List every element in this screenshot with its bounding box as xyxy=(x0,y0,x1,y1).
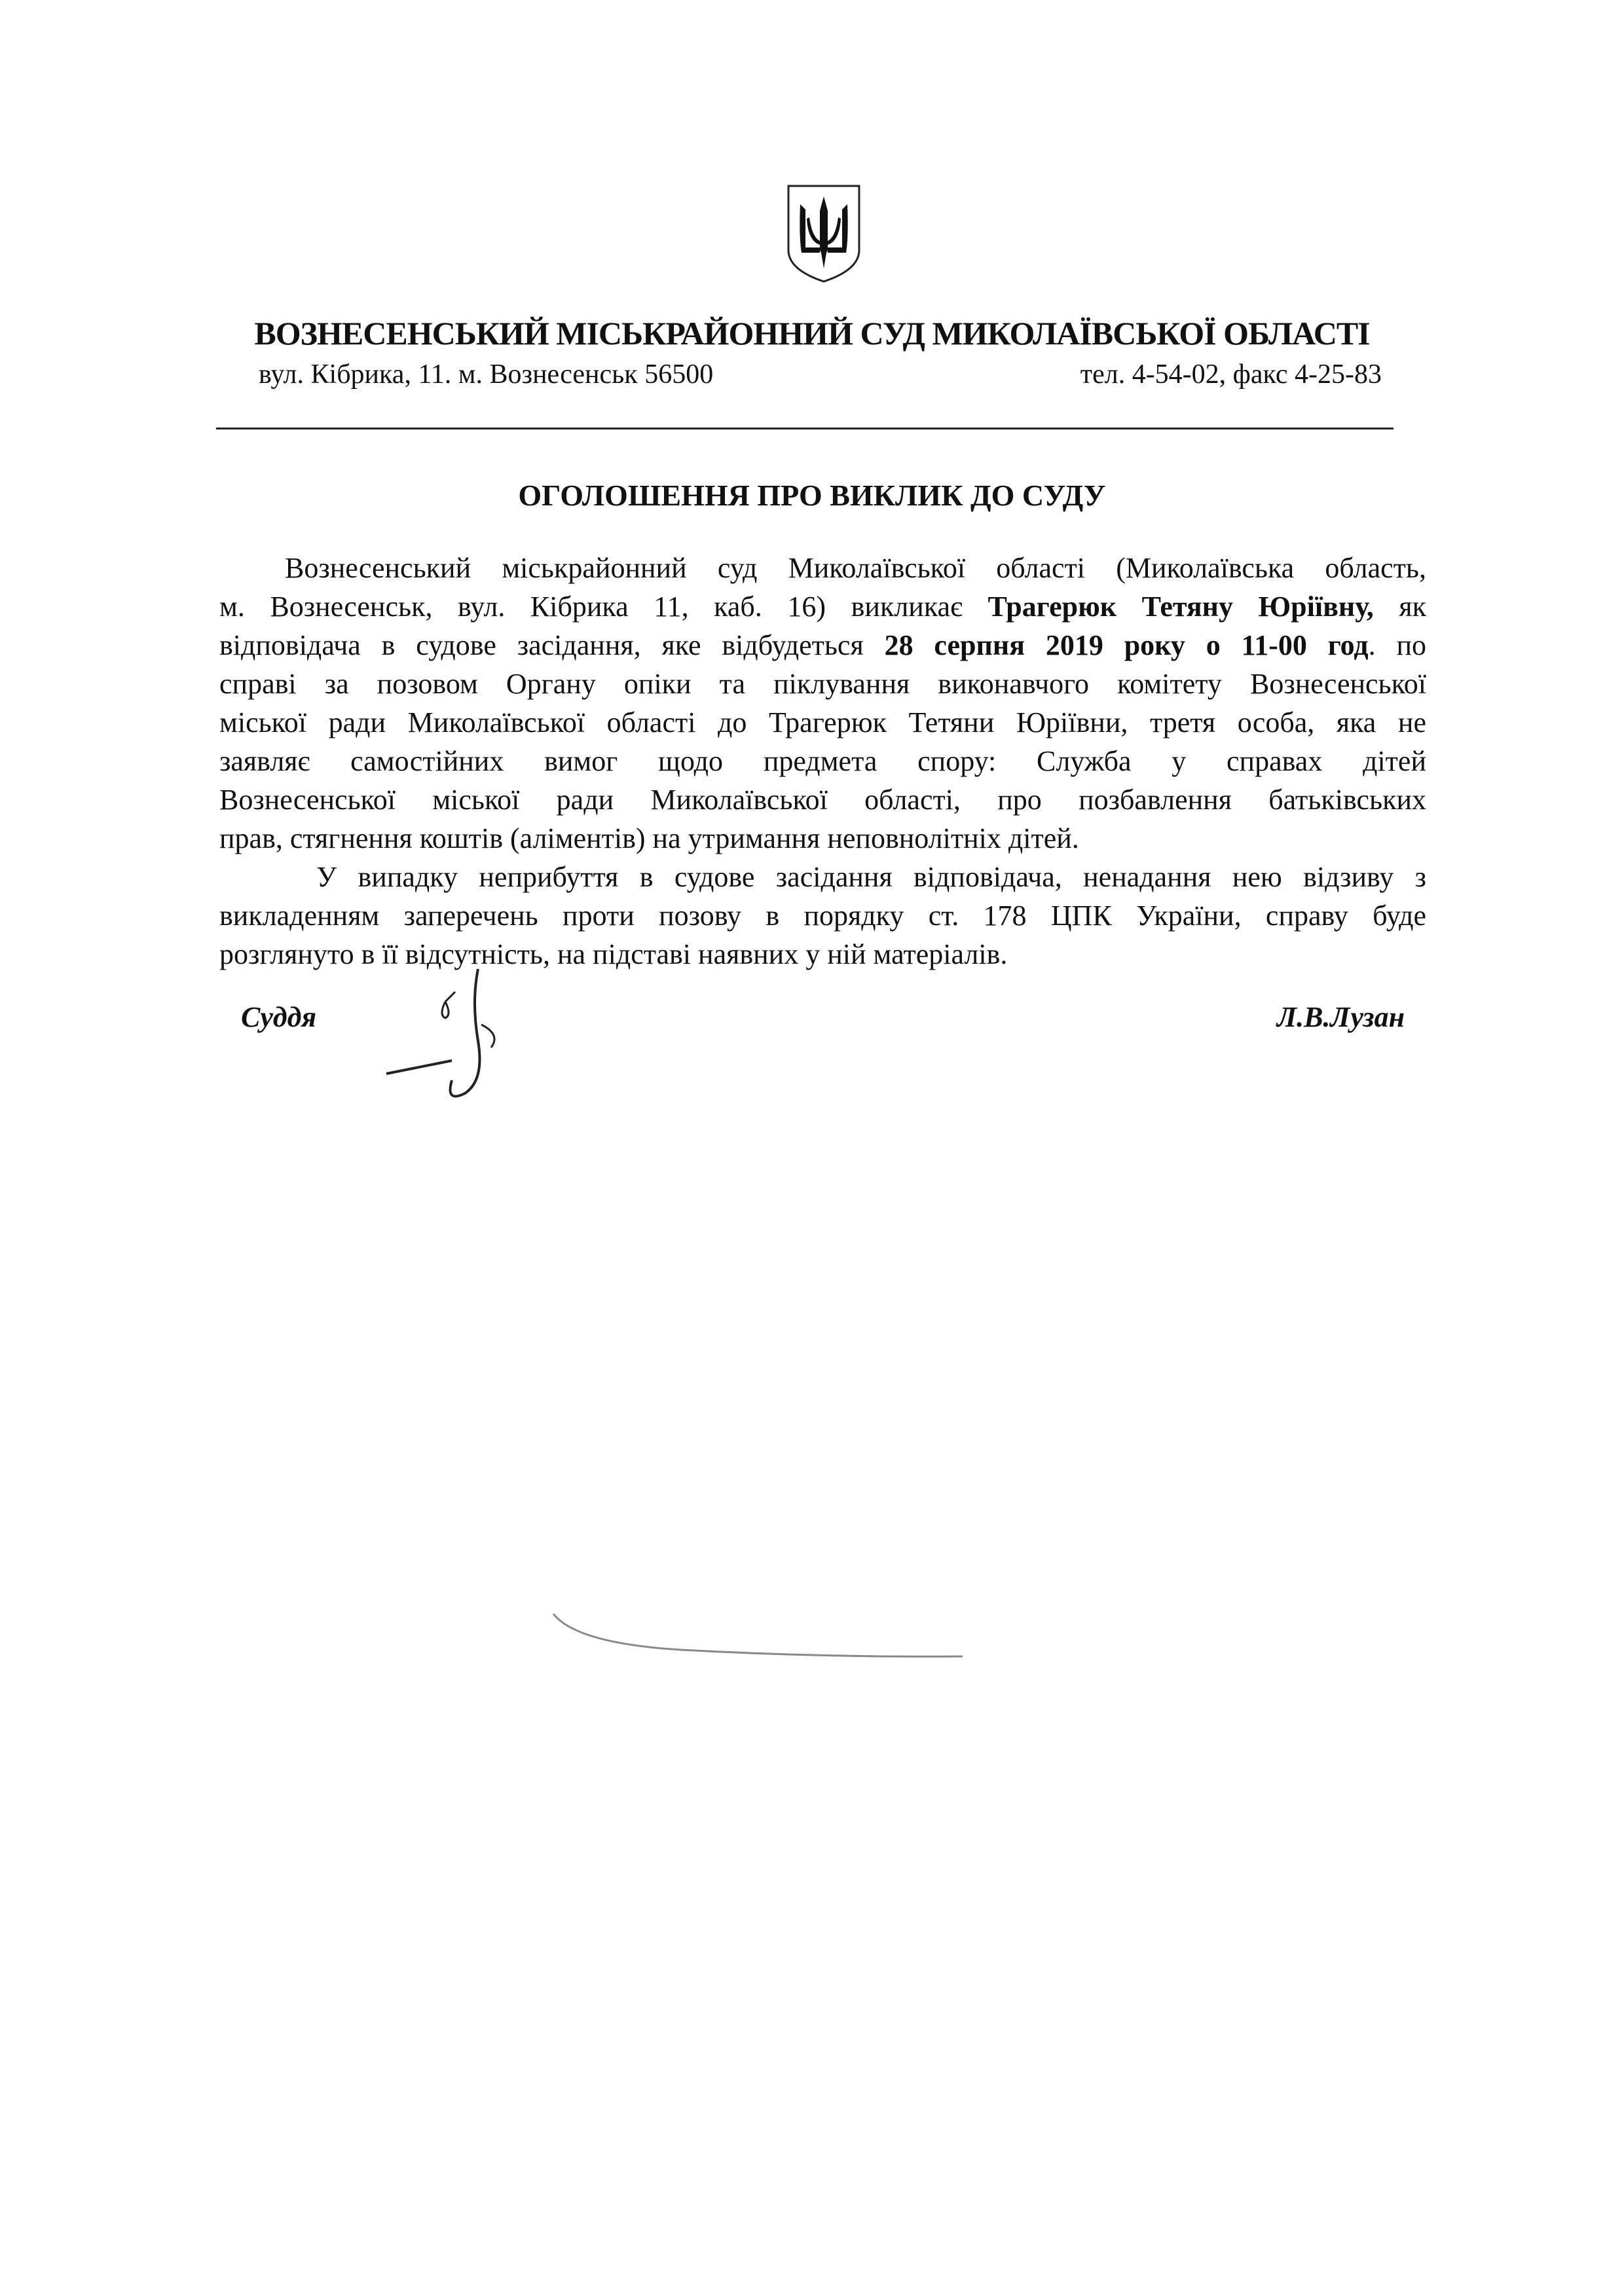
text: Вознесенський міськрайонний суд Миколаївської області (Миколаївська область, xyxy=(285,552,1426,584)
notice-body xyxy=(219,549,1426,974)
header-divider xyxy=(216,428,1393,429)
text: відповідача в судове засідання, яке відбудеться xyxy=(219,629,885,661)
court-address: вул. Кібрика, 11. м. Вознесенськ 56500 xyxy=(259,359,714,390)
text: міської ради Миколаївської області до Трагерюк Тетяни Юріївни, третя особа, яка не xyxy=(219,706,1426,738)
text: прав, стягнення коштів (аліментів) на утримання неповнолітніх дітей. xyxy=(219,822,1079,854)
text: розглянуто в її відсутність, на підставі наявних у ній матеріалів. xyxy=(219,938,1008,970)
text-line xyxy=(219,896,1426,935)
text-line xyxy=(219,858,1426,896)
court-name: ВОЗНЕСЕНСЬКИЙ МІСЬКРАЙОННИЙ СУД МИКОЛАЇВСЬКОЇ ОБЛАСТІ xyxy=(254,315,1370,352)
text: Вознесенської міської ради Миколаївської області, про позбавлення батьківських xyxy=(219,784,1426,816)
text-line xyxy=(219,742,1426,780)
bold-text: Трагерюк Тетяну Юріївну, xyxy=(987,591,1374,623)
text: справі за позовом Органу опіки та піклування виконавчого комітету Вознесенської xyxy=(219,668,1426,700)
text-line xyxy=(219,819,1426,858)
paragraph xyxy=(219,549,1426,858)
text-line xyxy=(219,626,1426,665)
judge-label: Суддя xyxy=(241,1001,317,1033)
text-line xyxy=(219,780,1426,819)
text-line xyxy=(219,665,1426,703)
notice-title: ОГОЛОШЕННЯ ПРО ВИКЛИК ДО СУДУ xyxy=(518,479,1106,512)
text-line xyxy=(219,587,1426,626)
text-line xyxy=(219,703,1426,742)
bold-text: 28 серпня 2019 року о 11-00 год xyxy=(884,629,1369,661)
handwritten-signature-icon xyxy=(380,962,563,1113)
text-line xyxy=(219,549,1426,587)
text: заявляє самостійних вимог щодо предмета спору: Служба у справах дітей xyxy=(219,745,1426,777)
text: . по xyxy=(1368,629,1426,661)
text: м. Вознесенськ, вул. Кібрика 11, каб. 16) викликає xyxy=(219,591,988,623)
judge-name: Л.В.Лузан xyxy=(1276,1001,1405,1033)
text: У випадку неприбуття в судове засідання відповідача, ненадання нею відзиву з xyxy=(316,861,1426,893)
text: викладенням заперечень проти позову в порядку ст. 178 ЦПК України, справу буде xyxy=(219,900,1426,932)
trident-coat-of-arms-icon xyxy=(786,185,862,283)
court-phones: тел. 4-54-02, факс 4-25-83 xyxy=(1080,359,1382,390)
paragraph xyxy=(219,858,1426,974)
scan-stray-mark xyxy=(550,1611,969,1663)
text: як xyxy=(1373,591,1426,623)
